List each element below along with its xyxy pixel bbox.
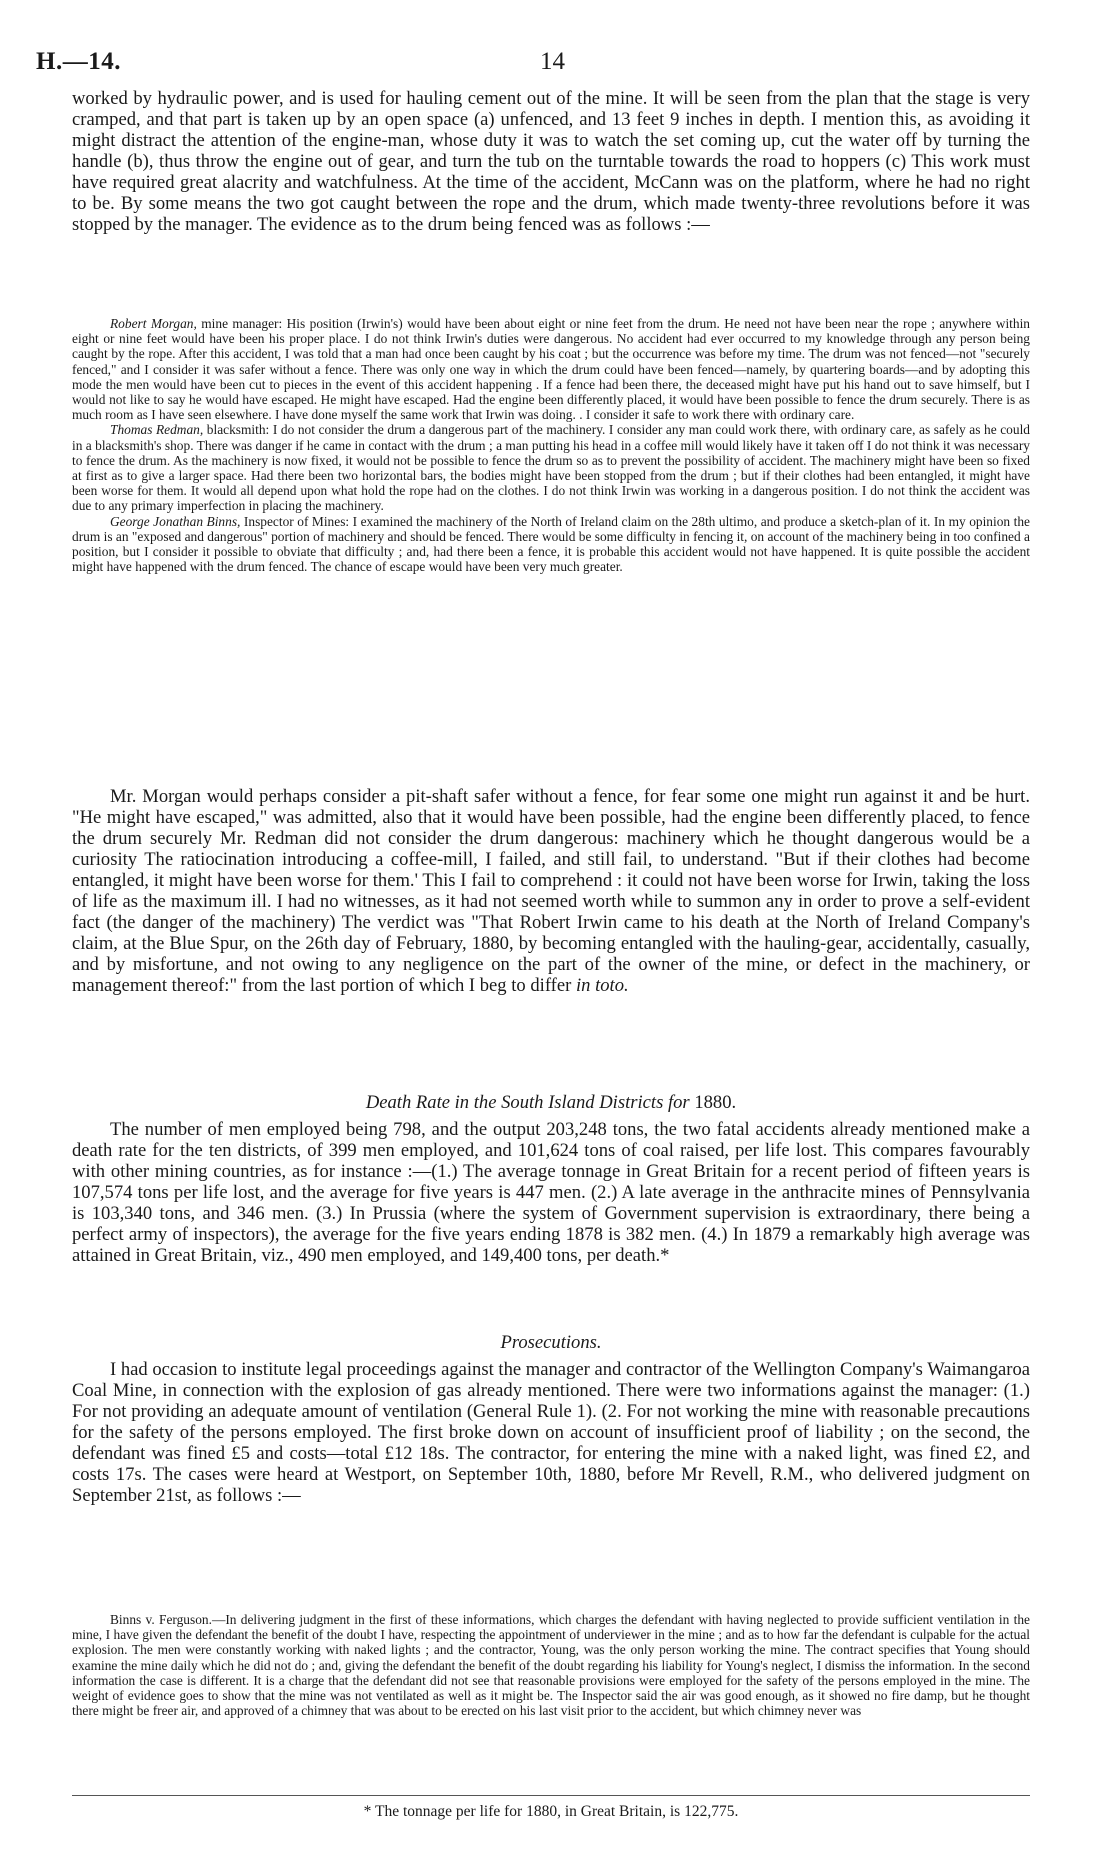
footnote-block <box>72 1795 1030 1821</box>
section-intro <box>72 88 1030 235</box>
judgment-text: Binns v. Ferguson.—In delivering judgment in the first of these informations, which charges the defendant with having neglected to provide sufficient ventilation in the mine, I have given the defendant the benefit of the doubt I have, respecting the appointment of underviewer in the mine ; and as to how far the defendant is culpable for the actual explosion. The men were constantly working with naked lights ; and the contractor, Young, was the only person working the mine. The contract specifies that Young should examine the mine daily which he did not do ; and, giving the defendant the benefit of the doubt regarding his liability for Young's neglect, I dismiss the information. In the second information the case is different. It is a charge that the defendant did not see that reasonable provisions were employed for the safety of the persons employed in the mine. The weight of evidence goes to show that the mine was not ventilated as well as it might be. The Inspector said the air was good enough, as it showed no fire damp, but he thought there might be freer air, and approved of a chimney that was about to be erected on his last visit prior to the accident, but which chimney never was <box>72 1612 1030 1719</box>
testimony-redman: blacksmith: I do not consider the drum a dangerous part of the machinery. I consider any man could work there, with ordinary care, as safely as he could in a blacksmith's shop. There was danger if he came in contact with the drum ; a man putting his head in a coffee mill would likely have it taken off I do not think it was necessary to fence the drum. As the machinery is now fixed, it would not be possible to fence the drum so as to prevent the possibility of accident. The machinery might have been so fixed at first as to give a larger space. Had there been two horizontal bars, the bodies might have been stopped from the drum ; but if their clothes had been entangled, it might have been worse for them. It would all depend upon what hold the rope had on the clothes. I do not think Irwin was working in a dangerous position. I do not think the accident was due to any primary imperfection in placing the machinery. <box>72 422 1030 514</box>
commentary-text: Mr. Morgan would perhaps consider a pit-shaft safer without a fence, for fear some one might run against it and be hurt. "He might have escaped," was admitted, also that it would have been possible, had the engine been differently placed, to fence the drum securely Mr. Redman did not consider the drum dangerous: machinery which he thought dangerous would be a curiosity The ratiocination introducing a coffee-mill, I failed, and still fail, to understand. "But if their clothes had become entangled, it might have been worse for them.' This I fail to comprehend : it could not have been worse for Irwin, taking the loss of life as the maximum ill. I had no witnesses, as it had not seemed worth while to summon any in order to prove a self-evident fact (the danger of the machinery) The verdict was "That Robert Irwin came to his death at the North of Ireland Company's claim, at the Blue Spur, on the 26th day of February, 1880, by becoming entangled with the hauling-gear, accidentally, casually, and by misfortune, and not owing to any negligence on the part of the owner of the mine, or defect in the machinery, or management thereof:" from the last portion of which I beg to differ <box>72 786 1030 996</box>
running-head <box>36 48 1036 82</box>
section-judgment <box>72 1612 1030 1718</box>
section-prosecutions <box>72 1331 1030 1506</box>
death-rate-heading <box>72 1091 1030 1115</box>
testimony-binns: Inspector of Mines: I examined the machinery of the North of Ireland claim on the 28th ultimo, and produce a sketch-plan of it. In my opinion the drum is an "exposed and dangerous" portion of machinery and should be fenced. There would be some difficulty in fencing it, on account of the machinery being in too confined a position, but I consider it possible to obviate that difficulty ; and, had there been a fence, it is probable this accident would not have happened. It is quite possible the accident might have happened with the drum fenced. The chance of escape would have been very much greater. <box>72 513 1030 575</box>
section-death-rate <box>72 1091 1030 1266</box>
section-commentary <box>72 786 1030 996</box>
death-rate-heading-text: Death Rate in the South Island Districts for <box>365 1092 690 1113</box>
evidence-redman <box>72 422 1030 513</box>
speaker-redman: Thomas Redman, <box>110 422 204 438</box>
prosecutions-paragraph: I had occasion to institute legal proceedings against the manager and contractor of the Wellington Company's Waimangaroa Coal Mine, in connection with the explosion of gas already mentioned. There were two informations against the manager: (1.) For not providing an adequate amount of ventilation (General Rule 1). (2. For not working the mine with reasonable precautions for the safety of the persons employed. The first broke down on account of insufficient proof of liability ; on the second, the defendant was fined £5 and costs—total £12 18s. The contractor, for entering the mine with a naked light, was fined £2, and costs 17s. The cases were heard at Westport, on September 10th, 1880, before Mr Revell, R.M., who delivered judgment on September 21st, as follows :— <box>72 1359 1030 1506</box>
speaker-morgan: Robert Morgan, <box>110 316 197 331</box>
footnote: * The tonnage per life for 1880, in Great Britain, is 122,775. <box>363 1803 739 1820</box>
speaker-binns: George Jonathan Binns, <box>110 513 241 529</box>
evidence-binns <box>72 514 1030 575</box>
commentary-paragraph <box>72 786 1030 996</box>
testimony-morgan: mine manager: His position (Irwin's) would have been about eight or nine feet from the drum. He need not have been near the rope ; anywhere within eight or nine feet would have been his proper place. I do not think Irwin's duties were dangerous. No accident had ever occurred to my knowledge through any person being caught by the rope. After this accident, I was told that a man had once been caught by his coat ; but the occurrence was before my time. The drum was not fenced—not "securely fenced," and I consider it was safer without a fence. There was only one way in which the drum could have been fenced—namely, by quartering boards—and by adopting this mode the men would have been cut to pieces in the event of this accident happening . If a fence had been there, the deceased might have put his hand out to save himself, but I would not like to say he would have escaped. He might have escaped. Had the engine been differently placed, it would have been possible to fence the drum securely. There is as much room as I have seen elsewhere. I have done myself the same work that Irwin was doing. . I consider it safe to work there with ordinary care. <box>72 316 1030 423</box>
prosecutions-heading: Prosecutions. <box>500 1332 602 1353</box>
document-code: H.—14. <box>36 48 121 75</box>
page-number: 14 <box>540 48 565 75</box>
footnote-rule <box>72 1795 1030 1796</box>
death-rate-paragraph: The number of men employed being 798, and the output 203,248 tons, the two fatal accidents already mentioned make a death rate for the ten districts, of 399 men employed, and 101,624 tons of coal raised, per life lost. This compares favourably with other mining countries, as for instance :—(1.) The average tonnage in Great Britain for a recent period of fifteen years is 107,574 tons per life lost, and the average for five years is 447 men. (2.) A late average in the anthracite mines of Pennsylvania is 103,340 tons, and 346 men. (3.) In Prussia (where the system of Government supervision is extraordinary, there being a perfect army of inspectors), the average for the five years ending 1878 is 382 men. (4.) In 1879 a remarkably high average was attained in Great Britain, viz., 490 men employed, and 149,400 tons, per death.* <box>72 1119 1030 1266</box>
death-rate-heading-year: 1880. <box>694 1092 737 1113</box>
commentary-emphasis: in toto. <box>575 975 629 996</box>
intro-paragraph: worked by hydraulic power, and is used for hauling cement out of the mine. It will be seen from the plan that the stage is very cramped, and that part is taken up by an open space (a) unfenced, and 13 feet 9 inches in depth. I mention this, as avoiding it might distract the attention of the engine-man, whose duty it was to watch the set coming up, cut the water off by turning the handle (b), thus throw the engine out of gear, and turn the tub on the turntable towards the road to hoppers (c) This work must have required great alacrity and watchfulness. At the time of the accident, McCann was on the platform, where he had no right to be. By some means the two got caught between the rope and the drum, which made twenty-three revolutions before it was stopped by the manager. The evidence as to the drum being fenced was as follows :— <box>72 88 1030 235</box>
evidence-morgan <box>72 316 1030 422</box>
evidence-block <box>72 316 1030 574</box>
